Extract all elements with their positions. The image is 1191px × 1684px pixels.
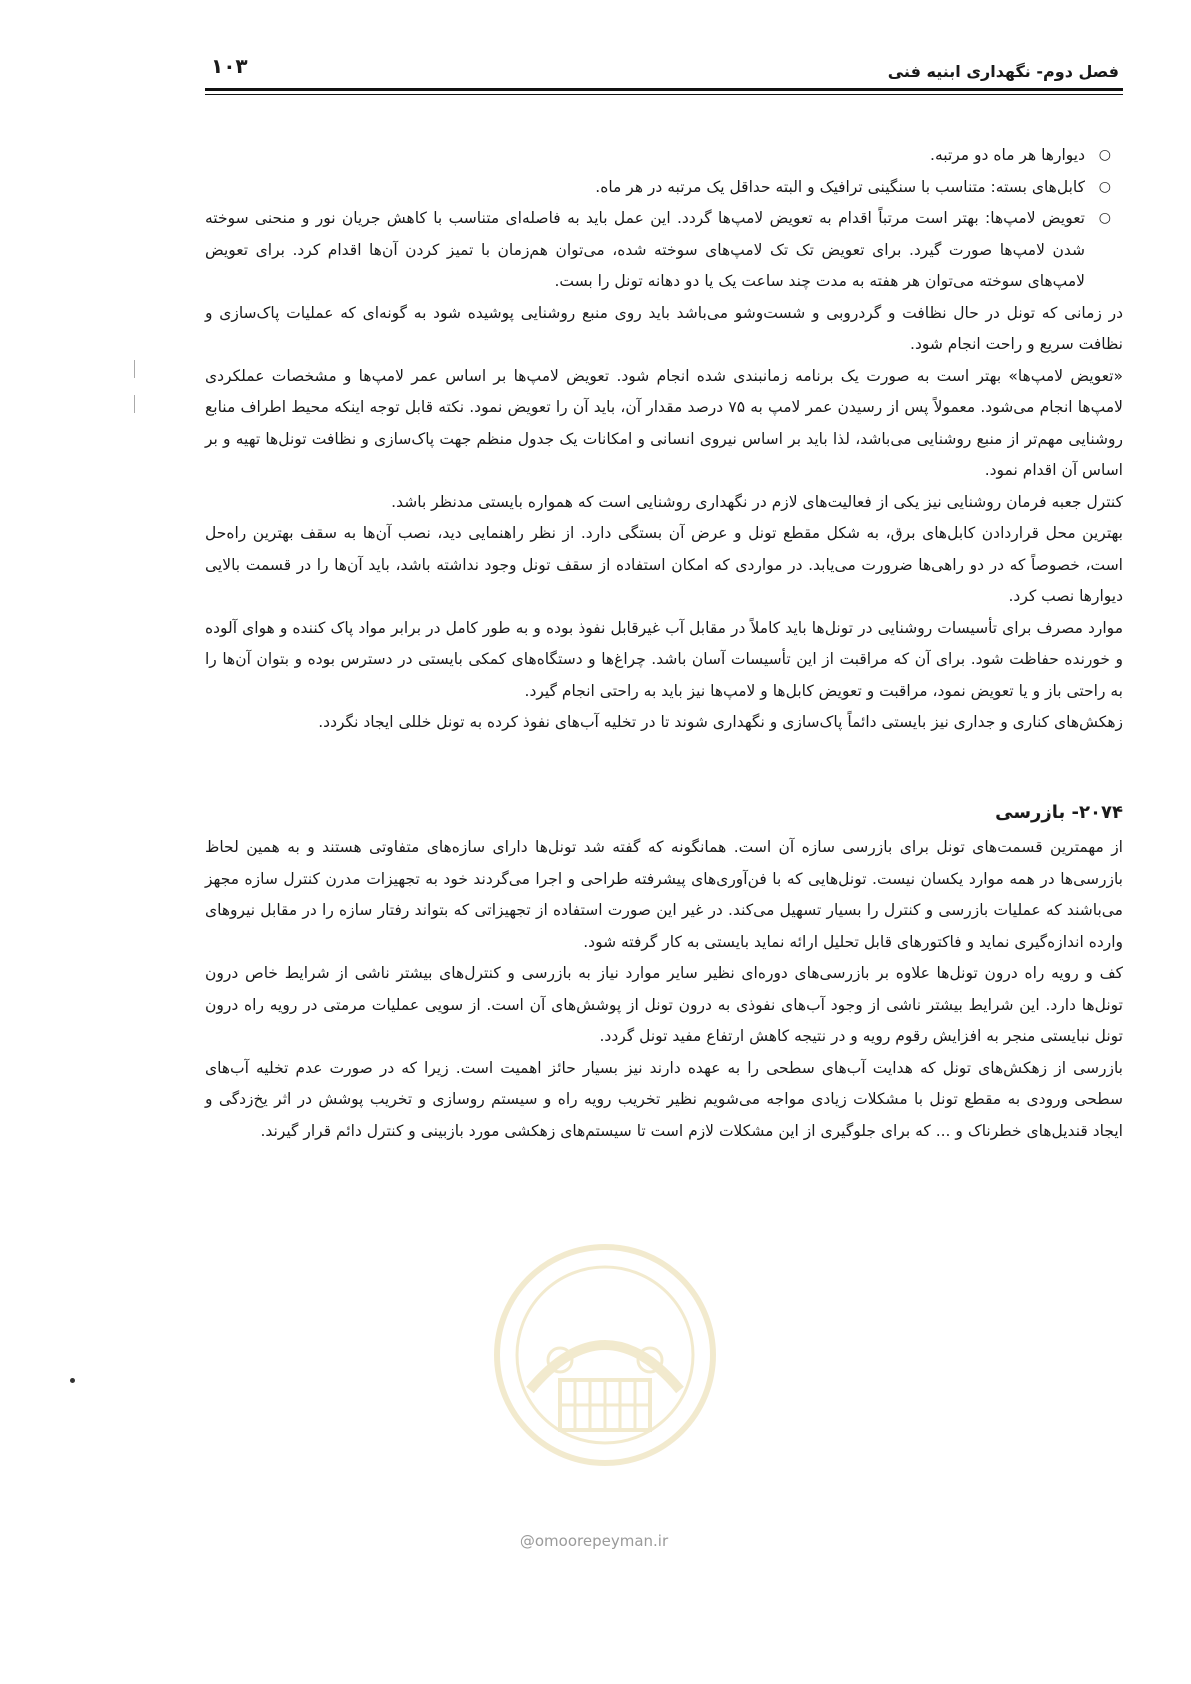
list-item: ○ دیوارها هر ماه دو مرتبه. xyxy=(205,140,1113,172)
paragraph: بهترین محل قراردادن کابل‌های برق، به شکل مقطع تونل و عرض آن بستگی دارد. از نظر راهنمایی دید، نصب آن‌ها به سقف بهترین راه‌حل است، خصوصاً که در دو راهی‌ها ضرورت می‌یابد. در مواردی که امکان استفاده از سقف تونل وجود نداشته باشد، باید آن‌ها را در قسمت بالایی دیوارها نصب کرد. xyxy=(205,524,1123,605)
page-number: ۱۰۳ xyxy=(211,54,248,78)
chapter-title: فصل دوم- نگهداری ابنیه فنی xyxy=(887,62,1119,81)
watermark-url: @omoorepeyman.ir xyxy=(519,1532,669,1550)
paragraph: در زمانی که تونل در حال نظافت و گردروبی و شست‌وشو می‌باشد باید روی منبع روشنایی پوشیده شود به گونه‌ای که عملیات پاک‌سازی و نظافت سریع و راحت انجام شود. xyxy=(205,303,1123,353)
list-item: ○ تعویض لامپ‌ها: بهتر است مرتباً اقدام به تعویض لامپ‌ها گردد. این عمل باید به فاصله‌ای متناسب با کاهش جریان نور و منحنی سوخته شدن لامپ‌ها صورت گیرد. برای تعویض تک تک لامپ‌های سوخته شده، می‌توان هم‌زمان با تمیز کردن آن‌ها اقدام کرد. برای تعویض لامپ‌های سوخته می‌توان هر هفته به مدت چند ساعت یک یا دو دهانه تونل را بست. xyxy=(205,203,1113,298)
paragraph: کف و رویه راه درون تونل‌ها علاوه بر بازرسی‌های دوره‌ای نظیر سایر موارد نیاز به بازرسی و کنترل‌های بیشتر ناشی از شرایط خاص درون تونل‌ها دارد. این شرایط بیشتر ناشی از وجود آب‌های نفوذی به درون تونل از پوشش‌های آن است. از سویی عملیات مرمتی در رویه راه درون تونل نبایستی منجر به افزایش رقوم رویه و در نتیجه کاهش ارتفاع مفید تونل گردد. xyxy=(205,964,1123,1045)
circle-bullet-icon: ○ xyxy=(1098,178,1111,195)
paragraph: کنترل جعبه فرمان روشنایی نیز یکی از فعالیت‌های لازم در نگهداری روشنایی است که همواره بایستی مدنظر باشد. xyxy=(391,492,1123,511)
body-text xyxy=(205,140,1123,1147)
header-rule-thin xyxy=(205,94,1123,95)
list-item: ○ کابل‌های بسته: متناسب با سنگینی ترافیک و البته حداقل یک مرتبه در هر ماه. xyxy=(205,172,1113,204)
margin-dot xyxy=(70,1378,75,1383)
circle-bullet-icon: ○ xyxy=(1098,210,1111,226)
paragraph: بازرسی از زهکش‌های تونل که هدایت آب‌های سطحی را به عهده دارند نیز بسیار حائز اهمیت است. زیرا که در صورت عدم تخلیه آب‌های سطحی ورودی به مقطع تونل با مشکلات زیادی مواجه می‌شویم نظیر تخریب رویه راه و سیستم روسازی و تخریب پوشش در اثر یخ‌زدگی و ایجاد قندیل‌های خطرناک و ... که برای جلوگیری از این مشکلات لازم است تا سیستم‌های زهکشی مورد بازبینی و کنترل دائم قرار گیرند. xyxy=(205,1058,1123,1140)
margin-mark xyxy=(134,360,135,378)
paragraph: زهکش‌های کناری و جداری نیز بایستی دائماً پاک‌سازی و نگهداری شوند تا در تخلیه آب‌های نفوذ کرده به تونل خللی ایجاد نگردد. xyxy=(318,713,1123,731)
section-heading: ۲۰۷۴- بازرسی xyxy=(995,801,1123,823)
circle-bullet-icon: ○ xyxy=(1098,147,1111,163)
bullet-list xyxy=(205,140,1123,298)
paragraph: موارد مصرف برای تأسیسات روشنایی در تونل‌ها باید کاملاً در مقابل آب غیرقابل نفوذ بوده و به طور کامل در برابر مواد پاک کننده و هوای آلوده و خورنده حفاظت شود. برای آن که مراقبت از این تأسیسات آسان باشد. چراغ‌ها و دستگاه‌های کمکی بایستی در دسترس بوده و بتوان آن‌ها را به راحتی باز و یا تعویض نمود، مراقبت و تعویض کابل‌ها و لامپ‌ها نیز باید به راحتی انجام گیرد. xyxy=(205,618,1123,700)
margin-mark xyxy=(134,395,135,413)
paragraph: از مهمترین قسمت‌های تونل برای بازرسی سازه آن است. همانگونه که گفته شد تونل‌ها دارای سازه‌های متفاوتی هستند و به همین لحاظ بازرسی‌ها در همه موارد یکسان نیست. تونل‌هایی که با فن‌آوری‌های پیشرفته طراحی و اجرا می‌گردند خود به تجهیزات مدرن کنترل سازه مجهز می‌باشند که عملیات بازرسی و کنترل را بسیار تسهیل می‌کند. در غیر این صورت استفاده از تجهیزاتی که بتواند رفتار سازه را در مقابل نیروهای وارده اندازه‌گیری نماید و فاکتورهای قابل تحلیل ارائه نماید بایستی به کار گرفته شود. xyxy=(205,838,1123,951)
page-header xyxy=(205,52,1123,92)
paragraph: «تعویض لامپ‌ها» بهتر است به صورت یک برنامه زمانبندی شده انجام شود. تعویض لامپ‌ها بر اساس عمر لامپ‌ها و مشخصات عملکردی لامپ‌ها انجام می‌شود. معمولاً پس از رسیدن عمر لامپ به ۷۵ درصد مقدار آن، باید آن را تعویض نمود. نکته قابل توجه اینکه محیط اطراف منابع روشنایی مهم‌تر از منبع روشنایی می‌باشد، لذا باید بر اساس نیروی انسانی و امکانات یک جدول منظم جهت پاک‌سازی و نظافت تونل‌ها تهیه و بر اساس آن اقدام نمود. xyxy=(205,366,1124,479)
header-rule xyxy=(205,88,1123,91)
watermark-logo-icon xyxy=(490,1240,720,1490)
